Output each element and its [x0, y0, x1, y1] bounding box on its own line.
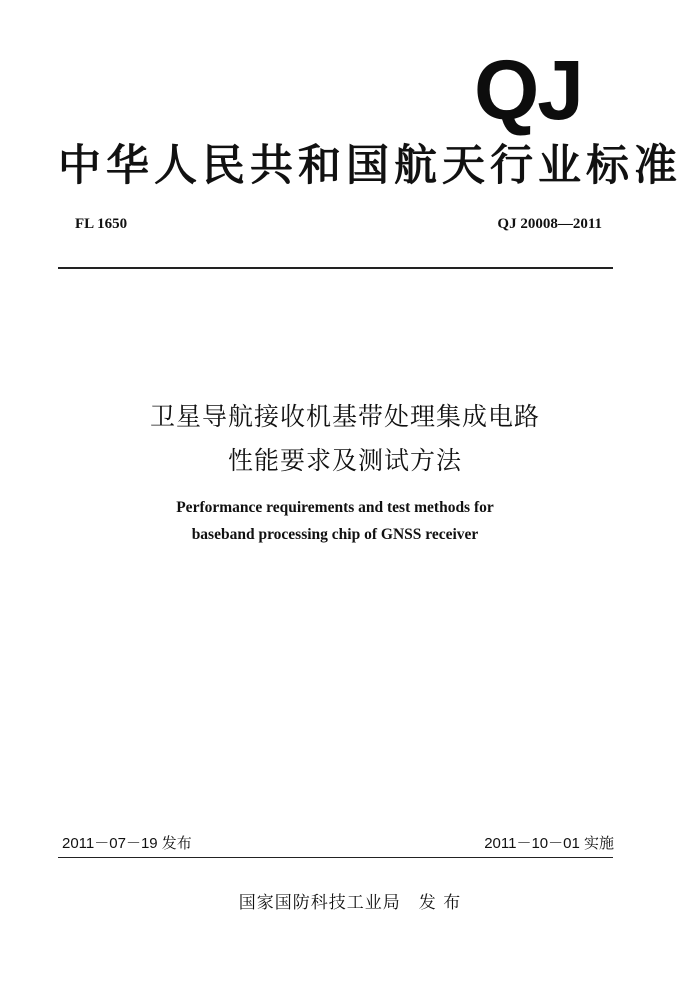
header-divider: [58, 267, 613, 269]
title-cn-line-1: 卫星导航接收机基带处理集成电路: [149, 402, 540, 431]
standard-logo: QJ: [473, 43, 582, 137]
title-en-line-2: baseband processing chip of GNSS receiver: [191, 526, 479, 543]
standard-category-title: 中华人民共和国航天行业标准: [58, 141, 682, 191]
classification-code: FL 1650: [75, 216, 128, 232]
document-title-chinese: [0, 395, 690, 483]
publisher: 国家国防科技工业局 发 布: [238, 893, 462, 913]
title-cn-line-2: 性能要求及测试方法: [227, 446, 462, 475]
footer-divider: [58, 857, 613, 858]
standard-number: QJ 20008—2011: [497, 216, 602, 232]
title-en-line-1: Performance requirements and test methods for: [176, 499, 494, 516]
document-title-english: [0, 494, 670, 548]
issue-date: 2011－07－19 发布: [62, 835, 192, 852]
implementation-date: 2011－10－01 实施: [484, 835, 614, 852]
